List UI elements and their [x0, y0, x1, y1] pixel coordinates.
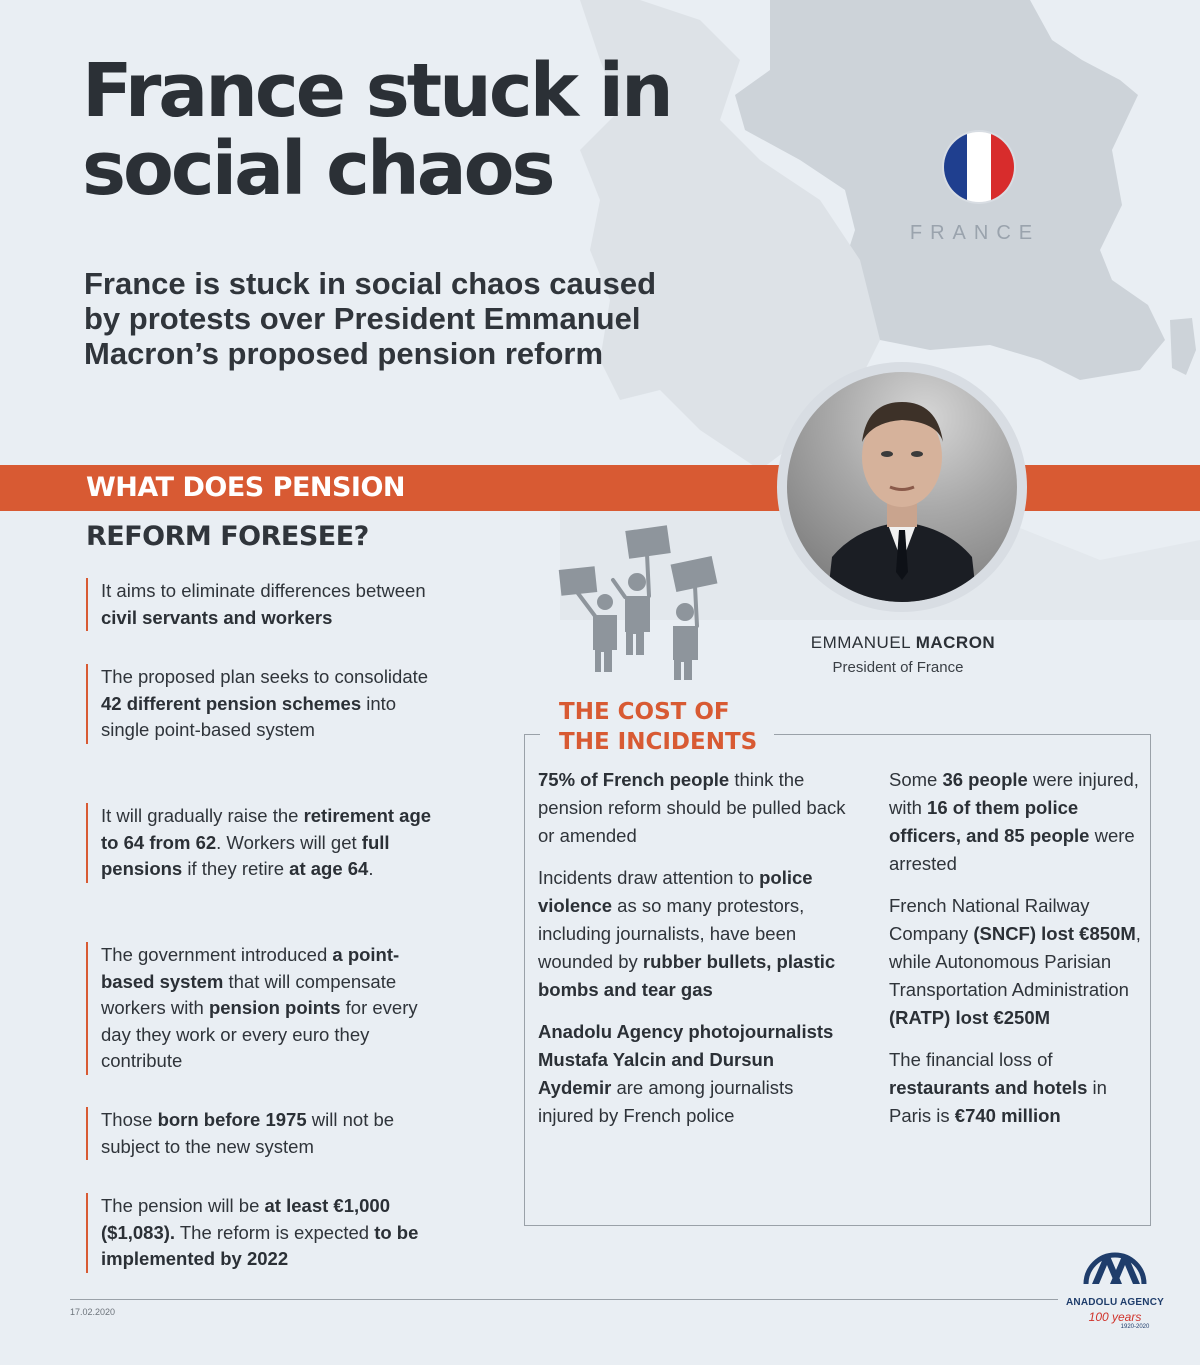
cost-right-column — [889, 766, 1147, 1144]
reform-item: The proposed plan seeks to consolidate 42 different pension schemes into single point-based system — [86, 664, 446, 744]
person-name — [778, 633, 1028, 653]
aa-logo-icon — [1080, 1240, 1150, 1290]
protest-icon — [555, 520, 725, 680]
cost-paragraph: Some 36 people were injured, with 16 of them police officers, and 85 people were arrested — [889, 769, 1139, 874]
publish-date: 17.02.2020 — [70, 1307, 116, 1317]
france-flag-icon — [944, 132, 1014, 202]
cost-box-border — [774, 734, 1151, 735]
logo-years: 100 years — [1088, 1310, 1142, 1324]
reform-item: It aims to eliminate differences between civil servants and workers — [86, 578, 446, 631]
corsica-island — [1170, 318, 1196, 375]
cost-box-border — [524, 734, 540, 735]
section-title-line1: WHAT DOES PENSION — [86, 472, 406, 503]
reform-item: Those born before 1975 will not be subject to the new system — [86, 1107, 446, 1160]
country-label: FRANCE — [909, 222, 1041, 244]
page-subtitle: France is stuck in social chaos caused by protests over President Emmanuel Macron’s proposed pension reform — [84, 266, 657, 371]
cost-title-line2: THE INCIDENTS — [559, 729, 758, 755]
person-last-name: MACRON — [915, 633, 996, 652]
cost-paragraph: 75% of French people think the pension reform should be pulled back or amended — [538, 769, 846, 846]
cost-title-line1: THE COST OF — [559, 699, 730, 725]
person-first-name: EMMANUEL — [810, 633, 911, 652]
person-role: President of France — [832, 659, 964, 676]
footer-divider — [70, 1299, 1058, 1300]
anadolu-logo — [1065, 1240, 1165, 1360]
macron-portrait — [777, 362, 1027, 612]
page-title: France stuck in social chaos — [82, 48, 671, 212]
reform-item: The government introduced a point-based system that will compensate workers with pension points for every day they work or every euro they contribute — [86, 942, 446, 1075]
cost-left-column — [538, 766, 848, 1144]
cost-paragraph: Incidents draw attention to police violence as so many protestors, including journalists, have been wounded by rubber bullets, plastic bombs and tear gas — [538, 867, 836, 1000]
cost-paragraph: The financial loss of restaurants and hotels in Paris is €740 million — [889, 1049, 1107, 1126]
reform-item: The pension will be at least €1,000 ($1,083). The reform is expected to be implemented by 2022 — [86, 1193, 446, 1273]
logo-range: 1920-2020 — [1120, 1324, 1150, 1330]
logo-name: ANADOLU AGENCY — [1066, 1297, 1164, 1308]
person-silhouette-icon — [787, 372, 1017, 602]
reform-item: It will gradually raise the retirement age to 64 from 62. Workers will get full pensions if they retire at age 64. — [86, 803, 446, 883]
cost-paragraph: French National Railway Company (SNCF) lost €850M, while Autonomous Parisian Transportation Administration (RATP) lost €250M — [889, 895, 1141, 1028]
cost-paragraph: Anadolu Agency photojournalists Mustafa Yalcin and Dursun Aydemir are among journalists injured by French police — [538, 1021, 834, 1126]
section-title-line2: REFORM FORESEE? — [86, 521, 369, 552]
